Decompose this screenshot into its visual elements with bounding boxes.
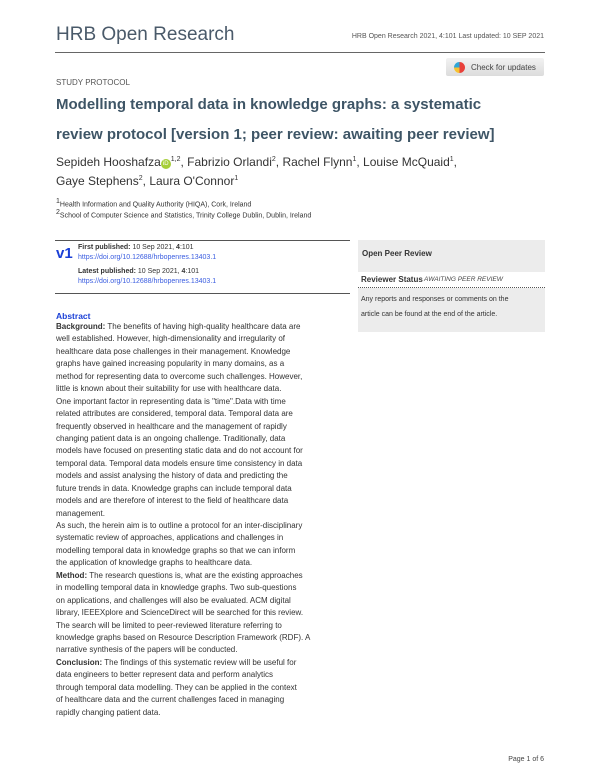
abstract-line	[56, 669, 356, 681]
header-divider	[55, 52, 545, 53]
abstract-line-text: well established. However, high-dimensionality and irregularity of	[56, 334, 286, 344]
abstract-line	[56, 632, 356, 644]
abstract-line-text: The benefits of having high-quality healthcare data are	[105, 322, 301, 331]
author-name[interactable]: Louise McQuaid	[363, 155, 450, 169]
open-peer-review-panel	[358, 240, 545, 332]
first-published-doi-link[interactable]: https://doi.org/10.12688/hrbopenres.13403.1	[78, 254, 217, 261]
reviewer-status-value: AWAITING PEER REVIEW	[424, 276, 503, 283]
abstract-heading: Abstract	[56, 311, 91, 321]
author-affiliation: 2	[271, 156, 276, 163]
abstract-line	[56, 371, 356, 383]
abstract-line	[56, 657, 356, 669]
article-number: :101	[185, 268, 200, 275]
abstract-line	[56, 358, 356, 370]
version-badge: v1	[56, 245, 73, 262]
abstract-line	[56, 694, 356, 706]
abstract-line	[56, 520, 356, 532]
abstract-line	[56, 433, 356, 445]
abstract-line	[56, 682, 356, 694]
authors-line-1: Sepideh Hooshafza iD$^{1,2}$, Fabrizio Orlandi$^2$, Rachel Flynn$^1$, Louise McQuaid$^1$,	[56, 155, 458, 169]
abstract-line	[56, 346, 356, 358]
abstract-line	[56, 470, 356, 482]
abstract-line-text: The search will be limited to peer-reviewed literature referring to	[56, 620, 282, 630]
abstract-line	[56, 595, 356, 607]
abstract-line	[56, 458, 356, 470]
author-affiliation: 1	[352, 156, 357, 163]
abstract-line-text: library, IEEEXplore and ScienceDirect will be searched for this review.	[56, 608, 304, 618]
author-name[interactable]: Rachel Flynn	[282, 155, 353, 169]
abstract-line-text: future trends in data. Knowledge graphs can include temporal data	[56, 483, 292, 493]
crossmark-icon	[454, 62, 465, 73]
open-peer-review-title: Open Peer Review	[362, 249, 432, 258]
abstract-line-text: on applications, and challenges will also be evaluated. ACM digital	[56, 595, 291, 605]
orcid-icon[interactable]: iD	[161, 159, 171, 169]
author-name[interactable]: Gaye Stephens	[56, 174, 139, 188]
latest-published-doi-link[interactable]: https://doi.org/10.12688/hrbopenres.13403.1	[78, 278, 217, 285]
abstract-line-text: related attributes are considered, temporal data. Temporal data are	[56, 409, 293, 419]
author-name[interactable]: Laura O'Connor	[149, 174, 235, 188]
author-affiliation: 1	[234, 175, 239, 182]
first-published-label: First published:	[78, 244, 131, 251]
latest-published-label: Latest published:	[78, 268, 136, 275]
abstract-line-text: models and assist analysing the history of data and predicting the	[56, 471, 288, 481]
author-name[interactable]: Sepideh Hooshafza	[56, 155, 161, 169]
journal-name: HRB Open Research	[56, 24, 235, 45]
volume: 4	[181, 268, 186, 275]
abstract-line	[56, 321, 356, 333]
abstract-line	[56, 445, 356, 457]
peer-review-note-line: Any reports and responses or comments on the	[361, 296, 509, 303]
abstract-line	[56, 644, 356, 656]
affiliation-text: Health Information and Quality Authority (HIQA), Cork, Ireland	[59, 201, 252, 209]
volume: 4	[176, 244, 180, 251]
check-for-updates-button[interactable]	[446, 58, 544, 76]
affiliation-1	[56, 198, 546, 208]
abstract-line	[56, 408, 356, 420]
abstract-section-label: Conclusion:	[56, 657, 103, 667]
latest-published-date: 10 Sep 2021,	[137, 268, 182, 275]
author-affiliation: 1,2	[170, 156, 181, 163]
abstract-line-text: As such, the herein aim is to outline a protocol for an inter-disciplinary	[56, 521, 303, 530]
abstract-line	[56, 396, 356, 408]
affiliation-2	[56, 209, 546, 219]
affiliation-text: School of Computer Science and Statistics, Trinity College Dublin, Dublin, Ireland	[59, 212, 312, 220]
abstract-section-label: Method:	[56, 570, 88, 580]
abstract-line-text: models and are therefore of interest to the field of healthcare data	[56, 496, 289, 506]
abstract-line-text: changing patient data is an ongoing challenge. Traditionally, data	[56, 433, 286, 443]
citation-info: HRB Open Research 2021, 4:101 Last updated: 10 SEP 2021	[351, 33, 544, 40]
abstract-line	[56, 620, 356, 632]
abstract-line	[56, 383, 356, 395]
abstract-line	[56, 557, 356, 569]
article-title-line-1: Modelling temporal data in knowledge graphs: a systematic	[56, 96, 482, 113]
affiliation-number: 2	[56, 209, 60, 216]
abstract-line-text: method for representing data to overcome such challenges. However,	[56, 371, 303, 381]
abstract-line-text: through temporal data modelling. They can be applied in the context	[56, 682, 297, 692]
abstract-line-text: the application of knowledge graphs to healthcare data.	[56, 558, 253, 568]
abstract-body	[56, 321, 356, 719]
peer-review-note-line: article can be found at the end of the article.	[361, 311, 498, 318]
publication-info	[55, 240, 350, 294]
first-published-date: 10 Sep 2021,	[132, 244, 177, 251]
abstract-section-label: Background:	[56, 322, 106, 331]
abstract-line	[56, 508, 356, 520]
abstract-line-text: narrative synthesis of the papers will be conducted.	[56, 645, 238, 655]
affiliation-number: 1	[56, 198, 60, 205]
abstract-line-text: The research questions is, what are the existing approaches	[87, 570, 303, 580]
author-name[interactable]: Fabrizio Orlandi	[187, 155, 272, 169]
abstract-line-text: knowledge graphs based on Resource Description Framework (RDF). A	[56, 632, 311, 642]
article-number: :101	[179, 244, 194, 251]
abstract-line-text: little is known about their suitability for use with healthcare data.	[56, 384, 282, 394]
abstract-line-text: graphs have gained increasing popularity in many domains, as a	[56, 359, 285, 369]
first-published	[78, 244, 348, 251]
abstract-line-text: frequently observed in healthcare and the management of rapidly	[56, 421, 287, 431]
abstract-line	[56, 545, 356, 557]
latest-published	[78, 268, 348, 275]
abstract-line	[56, 582, 356, 594]
abstract-line-text: temporal data. Temporal data models ensure time consistency in data	[56, 458, 303, 468]
abstract-line-text: models have focused on presenting static data and do not account for	[56, 446, 303, 456]
abstract-line-text: One important factor in representing data is "time".Data with time	[56, 396, 286, 406]
abstract-line-text: of healthcare data and the current challenges faced in managing	[56, 695, 285, 705]
abstract-line-text: The findings of this systematic review will be useful for	[102, 657, 297, 667]
abstract-line-text: management.	[56, 508, 105, 518]
article-title-line-2: review protocol [version 1; peer review: awaiting peer review]	[56, 126, 495, 143]
abstract-line	[56, 333, 356, 345]
author-affiliation: 2	[138, 175, 143, 182]
reviewer-status-row	[358, 272, 545, 288]
abstract-line	[56, 570, 356, 582]
abstract-line-text: healthcare data pose challenges in their management. Knowledge	[56, 346, 291, 356]
abstract-line-text: systematic review of approaches, applications and challenges in	[56, 533, 284, 543]
abstract-line	[56, 707, 356, 719]
abstract-line	[56, 532, 356, 544]
check-for-updates-label: Check for updates	[471, 62, 536, 72]
page-number: Page 1 of 6	[508, 756, 544, 763]
abstract-line	[56, 483, 356, 495]
abstract-line-text: modelling temporal data in knowledge graphs so that we can inform	[56, 545, 296, 555]
authors-line-2: Gaye Stephens$^2$, Laura O'Connor$^1$	[56, 174, 239, 188]
abstract-line-text: rapidly changing patient data.	[56, 707, 161, 717]
abstract-line	[56, 495, 356, 507]
reviewer-status-label: Reviewer Status	[361, 275, 423, 284]
abstract-line-text: in modelling temporal data in knowledge graphs. Two sub-questions	[56, 583, 297, 593]
abstract-line	[56, 421, 356, 433]
article-type: STUDY PROTOCOL	[56, 78, 130, 87]
abstract-line-text: data engineers to better represent data and perform analytics	[56, 670, 274, 680]
author-affiliation: 1	[449, 156, 454, 163]
abstract-line	[56, 607, 356, 619]
